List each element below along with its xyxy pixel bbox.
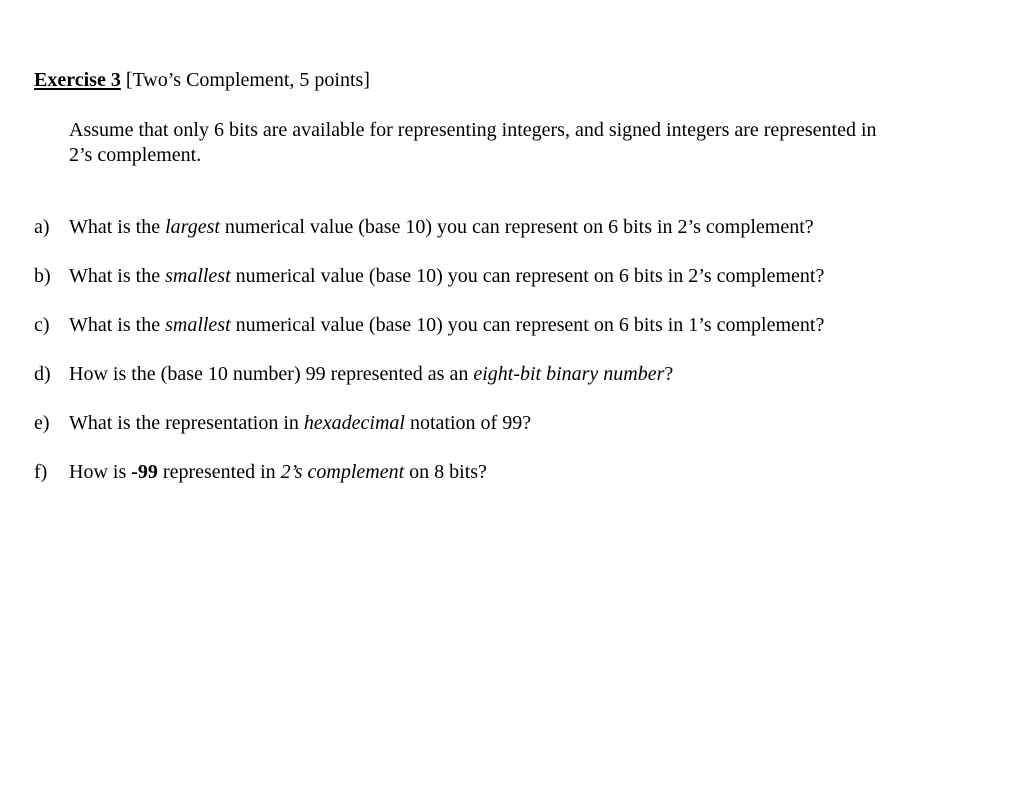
question-text-part: notation of 99?: [405, 412, 532, 434]
question-text-part: numerical value (base 10) you can represent on 6 bits in 2’s complement?: [230, 265, 825, 287]
question-letter: d): [34, 363, 51, 385]
question-text-part: What is the: [69, 216, 166, 238]
question-text-part: What is the representation in: [69, 412, 304, 434]
question-emphasis: smallest: [165, 265, 231, 287]
question-letter: f): [34, 461, 48, 483]
question-letter: c): [34, 314, 50, 336]
question-emphasis: smallest: [165, 314, 231, 336]
question-text-part: How is: [69, 461, 132, 483]
question-emphasis: hexadecimal: [303, 412, 405, 434]
intro-line-2: 2’s complement.: [69, 144, 202, 166]
question-letter: a): [34, 216, 50, 238]
question-emphasis: largest: [165, 216, 220, 238]
question-text: [69, 215, 814, 239]
question-text: [69, 313, 824, 337]
question-letter: b): [34, 265, 51, 287]
intro-paragraph: [69, 118, 969, 168]
question-text-part: How is the (base 10 number) 99 represented as an: [69, 363, 474, 385]
question-emphasis: 2’s complement: [280, 461, 405, 483]
question-text-part: ?: [664, 363, 674, 385]
question-emphasis: eight-bit binary number: [473, 363, 665, 385]
question-text: [69, 264, 824, 288]
question-text-part: represented in: [157, 461, 281, 483]
question-text: [69, 362, 673, 386]
question-text-part: numerical value (base 10) you can represent on 6 bits in 2’s complement?: [219, 216, 814, 238]
question-text-part: on 8 bits?: [404, 461, 487, 483]
question-text: [69, 411, 531, 435]
question-letter: e): [34, 412, 50, 434]
intro-line-1: Assume that only 6 bits are available for representing integers, and signed integers are represented in: [69, 119, 877, 141]
question-text-part: What is the: [69, 314, 166, 336]
question-text: [69, 460, 487, 484]
exercise-subtitle: [Two’s Complement, 5 points]: [125, 69, 370, 91]
exercise-heading: [34, 68, 370, 92]
question-text-part: What is the: [69, 265, 166, 287]
exercise-title: Exercise 3: [34, 69, 121, 91]
question-bold-number: -99: [131, 461, 158, 483]
question-text-part: numerical value (base 10) you can represent on 6 bits in 1’s complement?: [230, 314, 825, 336]
